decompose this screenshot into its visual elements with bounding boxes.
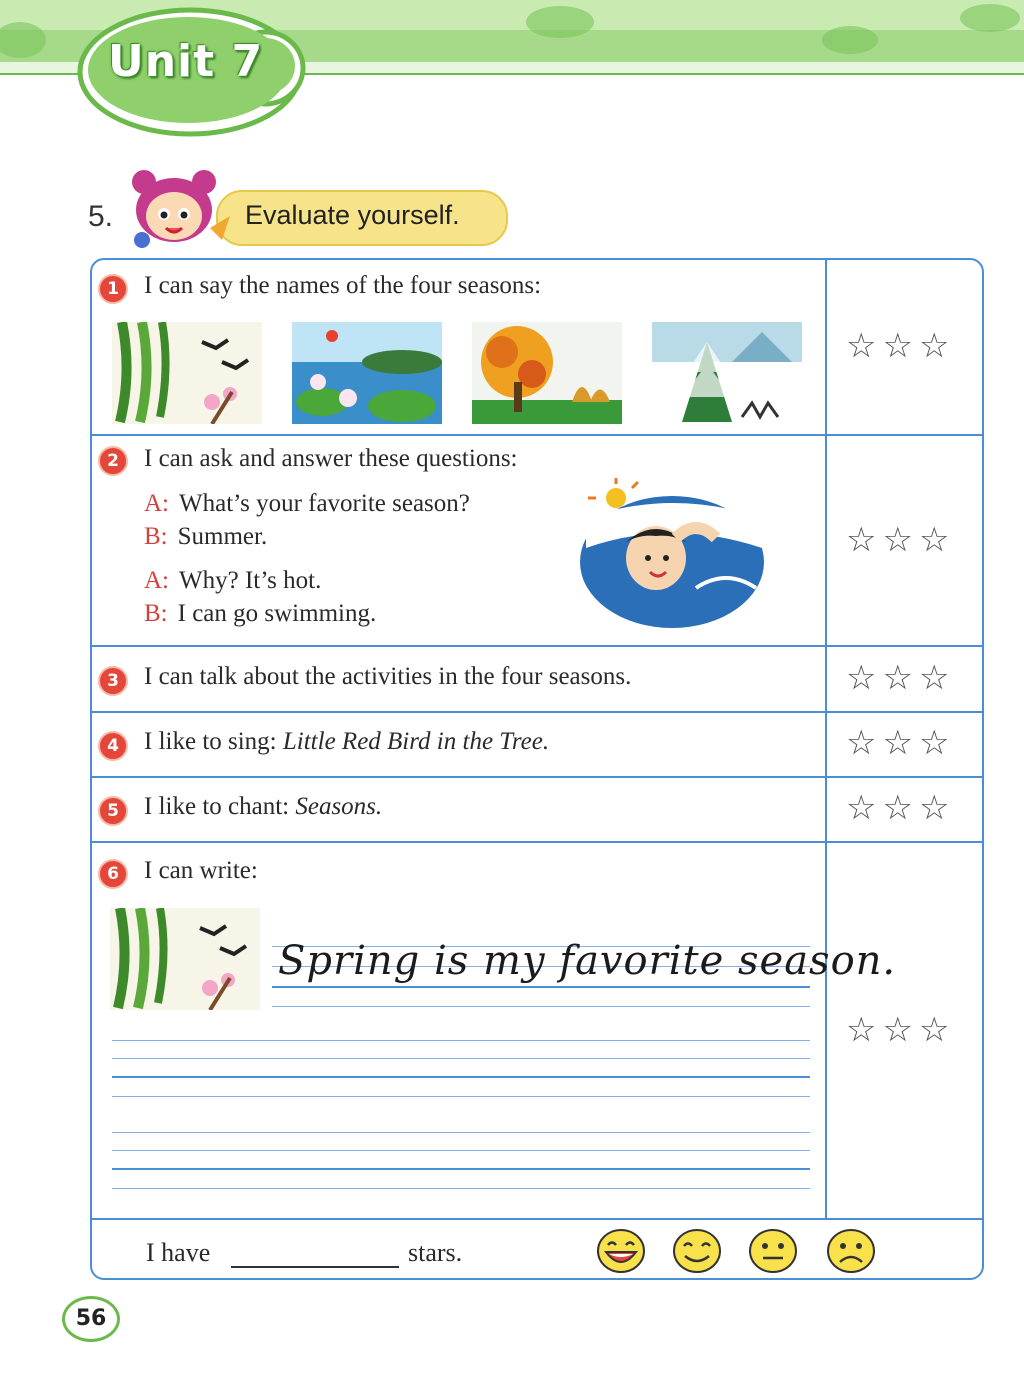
dialogue-text: I can go swimming. (177, 600, 377, 627)
footer-label-after: stars. (408, 1238, 463, 1267)
speaker-a: A: (144, 490, 169, 517)
writing-line[interactable] (112, 1132, 810, 1133)
spring-picture (112, 322, 262, 424)
writing-line[interactable] (112, 1058, 810, 1059)
row-4-text (144, 728, 549, 756)
row-5-text (144, 793, 382, 821)
summer-picture (292, 322, 442, 424)
page-number: 56 (62, 1296, 120, 1342)
footer-label-before: I have (146, 1238, 211, 1267)
writing-line[interactable] (112, 1188, 810, 1189)
spring-picture (110, 908, 260, 1010)
song-title: Little Red Bird in the Tree. (282, 728, 550, 755)
row-4-label: I like to sing: (144, 728, 277, 755)
autumn-picture (472, 322, 622, 424)
dialogue-line-1 (144, 490, 470, 518)
row-divider (90, 841, 984, 843)
star-rating-3[interactable]: ☆☆☆ (846, 658, 956, 698)
writing-line (272, 1006, 810, 1007)
writing-line[interactable] (112, 1168, 810, 1170)
section-number: 5. (88, 200, 114, 233)
mascot-icon (122, 168, 232, 250)
column-divider (825, 258, 827, 1218)
dialogue-text: Summer. (177, 523, 268, 550)
row-divider (90, 711, 984, 713)
row-2-text: I can ask and answer these questions: (144, 445, 518, 472)
speaker-b: B: (144, 600, 168, 627)
dialogue-line-4 (144, 600, 376, 628)
star-rating-4[interactable]: ☆☆☆ (846, 723, 956, 763)
writing-line (272, 986, 810, 988)
row-5-label: I like to chant: (144, 793, 290, 820)
dialogue-text: Why? It’s hot. (179, 567, 322, 594)
star-rating-2[interactable]: ☆☆☆ (846, 520, 956, 560)
stars-count-blank[interactable] (231, 1266, 399, 1268)
row-divider (90, 645, 984, 647)
row-number-4: 4 (98, 731, 128, 761)
handwritten-sentence: Spring is my favorite season. (278, 938, 897, 984)
dialogue-text: What’s your favorite season? (179, 490, 470, 517)
row-number-3: 3 (98, 666, 128, 696)
laughing-face-icon[interactable] (596, 1228, 646, 1274)
row-divider (90, 1218, 984, 1220)
row-number-1: 1 (98, 274, 128, 304)
speaker-a: A: (144, 567, 169, 594)
writing-line[interactable] (112, 1040, 810, 1041)
star-rating-1[interactable]: ☆☆☆ (846, 326, 956, 366)
dialogue-line-3 (144, 567, 321, 595)
writing-line[interactable] (112, 1096, 810, 1097)
row-6-text: I can write: (144, 857, 258, 884)
winter-picture (652, 322, 802, 424)
writing-line[interactable] (112, 1150, 810, 1151)
row-divider (90, 434, 984, 436)
unit-title: Unit 7 (108, 36, 264, 87)
dialogue-line-2 (144, 523, 267, 551)
smiling-face-icon[interactable] (672, 1228, 722, 1274)
sad-face-icon[interactable] (826, 1228, 876, 1274)
swimming-boy-picture (576, 478, 770, 630)
row-divider (90, 776, 984, 778)
row-number-2: 2 (98, 446, 128, 476)
neutral-face-icon[interactable] (748, 1228, 798, 1274)
star-rating-6[interactable]: ☆☆☆ (846, 1010, 956, 1050)
speaker-b: B: (144, 523, 168, 550)
star-rating-5[interactable]: ☆☆☆ (846, 788, 956, 828)
row-3-text: I can talk about the activities in the four seasons. (144, 663, 632, 690)
row-1-text: I can say the names of the four seasons: (144, 272, 542, 299)
writing-line[interactable] (112, 1076, 810, 1078)
chant-title: Seasons. (295, 793, 383, 820)
row-number-5: 5 (98, 796, 128, 826)
section-title: Evaluate yourself. (245, 200, 460, 230)
row-number-6: 6 (98, 859, 128, 889)
